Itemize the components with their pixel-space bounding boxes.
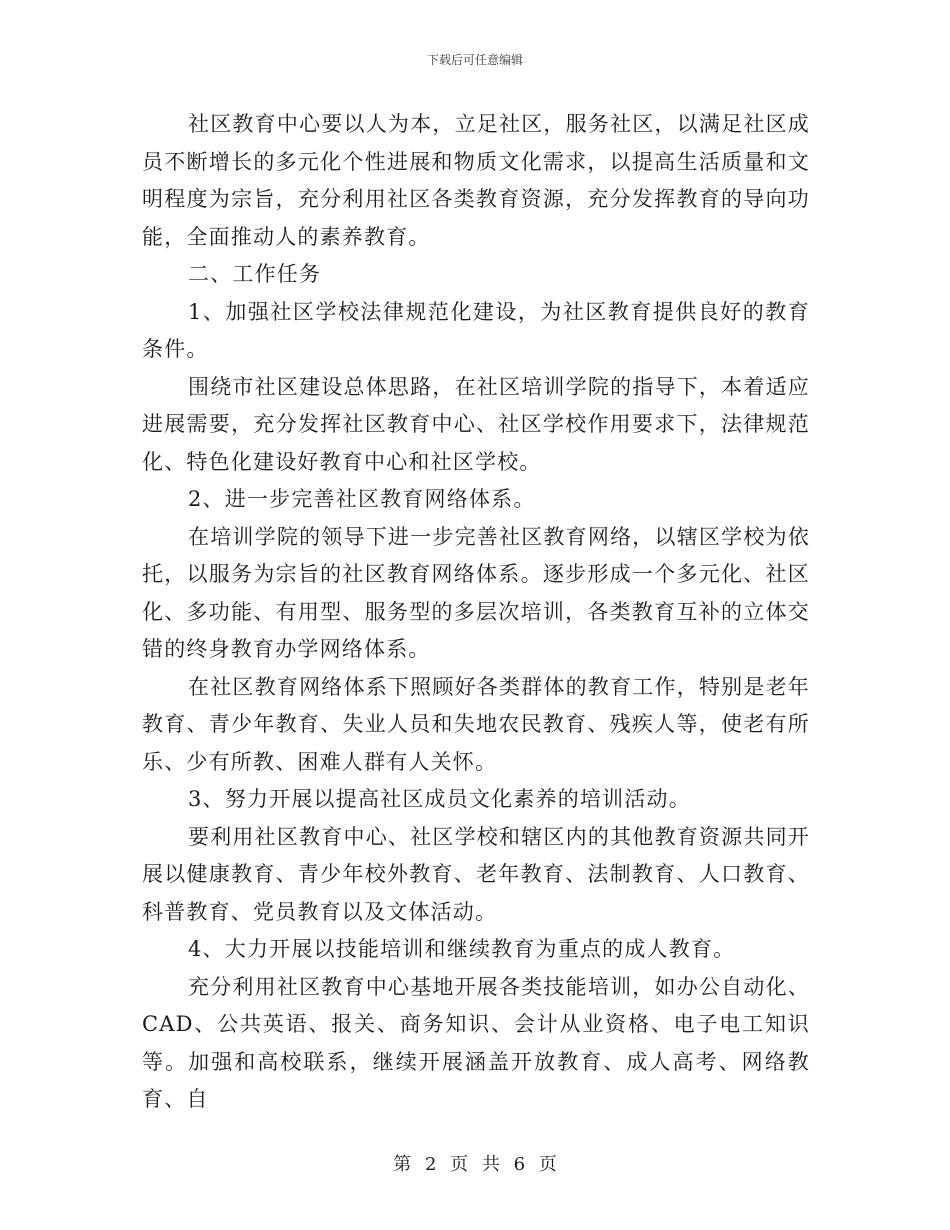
page-label-prefix: 第: [393, 1154, 412, 1175]
page-header-note: 下载后可任意编辑: [426, 53, 523, 67]
paragraph: 在社区教育网络体系下照顾好各类群体的教育工作，特别是老年教育、青少年教育、失业人员和失地农民教育、残疾人等，使老有所乐、少有所教、困难人群有人关怀。: [142, 674, 810, 774]
total-pages-number: 6: [513, 1154, 526, 1175]
paragraph: 围绕市社区建设总体思路，在社区培训学院的指导下，本着适应进展需要，充分发挥社区教育中心、社区学校作用要求下，法律规范化、特色化建设好教育中心和社区学校。: [142, 374, 810, 474]
document-body: [142, 106, 810, 1119]
current-page-number: 2: [424, 1154, 437, 1175]
page-label-suffix: 页: [538, 1154, 557, 1175]
task-heading: 3、努力开展以提高社区成员文化素养的培训活动。: [188, 787, 691, 811]
section-heading: 二、工作任务: [188, 262, 322, 286]
task-heading: 4、大力开展以技能培训和继续教育为重点的成人教育。: [188, 937, 736, 961]
paragraph: 充分利用社区教育中心基地开展各类技能培训，如办公自动化、CAD、公共英语、报关、商务知识、会计从业资格、电子电工知识等。加强和高校联系，继续开展涵盖开放教育、成人高考、网络教育、自: [142, 974, 810, 1111]
paragraph: 要利用社区教育中心、社区学校和辖区内的其他教育资源共同开展以健康教育、青少年校外教育、老年教育、法制教育、人口教育、科普教育、党员教育以及文体活动。: [142, 824, 810, 924]
paragraph: 在培训学院的领导下进一步完善社区教育网络，以辖区学校为依托，以服务为宗旨的社区教育网络体系。逐步形成一个多元化、社区化、多功能、有用型、服务型的多层次培训，各类教育互补的立体交错的终身教育办学网络体系。: [142, 524, 810, 661]
task-heading: 1、加强社区学校法律规范化建设，为社区教育提供良好的教育条件。: [142, 299, 810, 361]
page-label-total-prefix: 共: [481, 1154, 500, 1175]
page-number-footer: [0, 1154, 950, 1176]
task-heading: 2、进一步完善社区教育网络体系。: [188, 487, 536, 511]
paragraph: 社区教育中心要以人为本，立足社区，服务社区，以满足社区成员不断增长的多元化个性进展和物质文化需求，以提高生活质量和文明程度为宗旨，充分利用社区各类教育资源，充分发挥教育的导向功能，全面推动人的素养教育。: [142, 112, 810, 249]
page-label-mid: 页: [450, 1154, 469, 1175]
